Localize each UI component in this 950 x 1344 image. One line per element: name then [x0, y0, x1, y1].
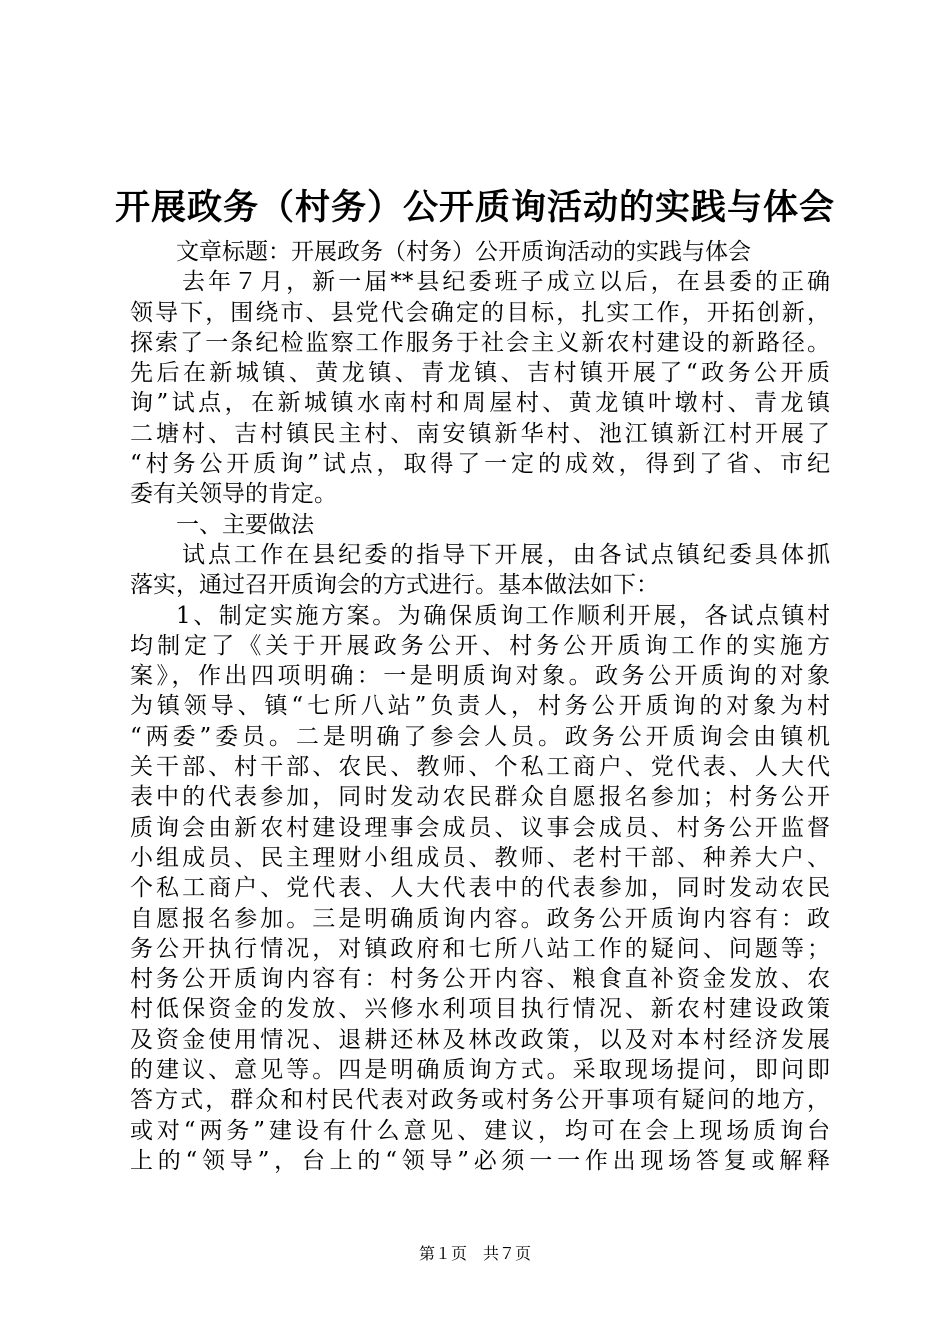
paragraph-line: 的建议、意见等。四是明确质询方式。采取现场提问，即问即 [130, 1057, 830, 1084]
paragraph-line: 质询会由新农村建设理事会成员、议事会成员、村务公开监督 [130, 814, 830, 841]
document-title: 开展政务（村务）公开质询活动的实践与体会 [114, 187, 835, 228]
paragraph-line: “村务公开质询”试点，取得了一定的成效，得到了省、市纪 [130, 451, 830, 478]
paragraph-line: 去年７月，新一届**县纪委班子成立以后，在县委的正确 [182, 269, 830, 296]
paragraph-line: 上的“领导”，台上的“领导”必须一一作出现场答复或解释 [130, 1147, 830, 1174]
paragraph-line: 二塘村、吉村镇民主村、南安镇新华村、池江镇新江村开展了 [130, 420, 830, 447]
paragraph-line: 村低保资金的发放、兴修水利项目执行情况、新农村建设政策 [130, 996, 830, 1023]
paragraph-line: “两委”委员。二是明确了参会人员。政务公开质询会由镇机 [130, 723, 830, 750]
section-heading: 一、主要做法 [176, 511, 314, 538]
paragraph-line: 询”试点，在新城镇水南村和周屋村、黄龙镇叶墩村、青龙镇 [130, 390, 830, 417]
paragraph-line: 先后在新城镇、黄龙镇、青龙镇、吉村镇开展了“政务公开质 [130, 360, 830, 387]
paragraph-line: 个私工商户、党代表、人大代表中的代表参加，同时发动农民 [130, 875, 830, 902]
document-body [130, 237, 830, 1176]
article-title-line: 文章标题：开展政务（村务）公开质询活动的实践与体会 [176, 239, 751, 265]
paragraph-line: 务公开执行情况，对镇政府和七所八站工作的疑问、问题等； [130, 935, 830, 962]
paragraph-line: 落实，通过召开质询会的方式进行。基本做法如下： [130, 572, 659, 599]
paragraph-line: 村务公开质询内容有：村务公开内容、粮食直补资金发放、农 [130, 966, 830, 993]
paragraph-line: 领导下，围绕市、县党代会确定的目标，扎实工作，开拓创新， [130, 299, 830, 326]
paragraph-line: 小组成员、民主理财小组成员、教师、老村干部、种养大户、 [130, 844, 830, 871]
paragraph-line: 均制定了《关于开展政务公开、村务公开质询工作的实施方 [130, 632, 830, 659]
paragraph-line: 答方式，群众和村民代表对政务或村务公开事项有疑问的地方， [130, 1087, 830, 1114]
paragraph-line: 探索了一条纪检监察工作服务于社会主义新农村建设的新路径。 [130, 329, 830, 356]
page-footer: 第１页 共７页 [418, 1244, 531, 1263]
paragraph-line: 自愿报名参加。三是明确质询内容。政务公开质询内容有：政 [130, 905, 830, 932]
paragraph-line: 委有关领导的肯定。 [130, 481, 337, 508]
paragraph-line: 案》，作出四项明确：一是明质询对象。政务公开质询的对象 [130, 663, 830, 690]
paragraph-line: 1、制定实施方案。为确保质询工作顺利开展，各试点镇村 [176, 602, 830, 629]
paragraph-line: 关干部、村干部、农民、教师、个私工商户、党代表、人大代 [130, 754, 830, 781]
paragraph-line: 或对“两务”建设有什么意见、建议，均可在会上现场质询台 [130, 1117, 830, 1144]
paragraph-line: 为镇领导、镇“七所八站”负责人，村务公开质询的对象为村 [130, 693, 830, 720]
paragraph-line: 表中的代表参加，同时发动农民群众自愿报名参加；村务公开 [130, 784, 830, 811]
paragraph-line: 试点工作在县纪委的指导下开展，由各试点镇纪委具体抓 [182, 541, 830, 568]
paragraph-line: 及资金使用情况、退耕还林及林改政策，以及对本村经济发展 [130, 1026, 830, 1053]
